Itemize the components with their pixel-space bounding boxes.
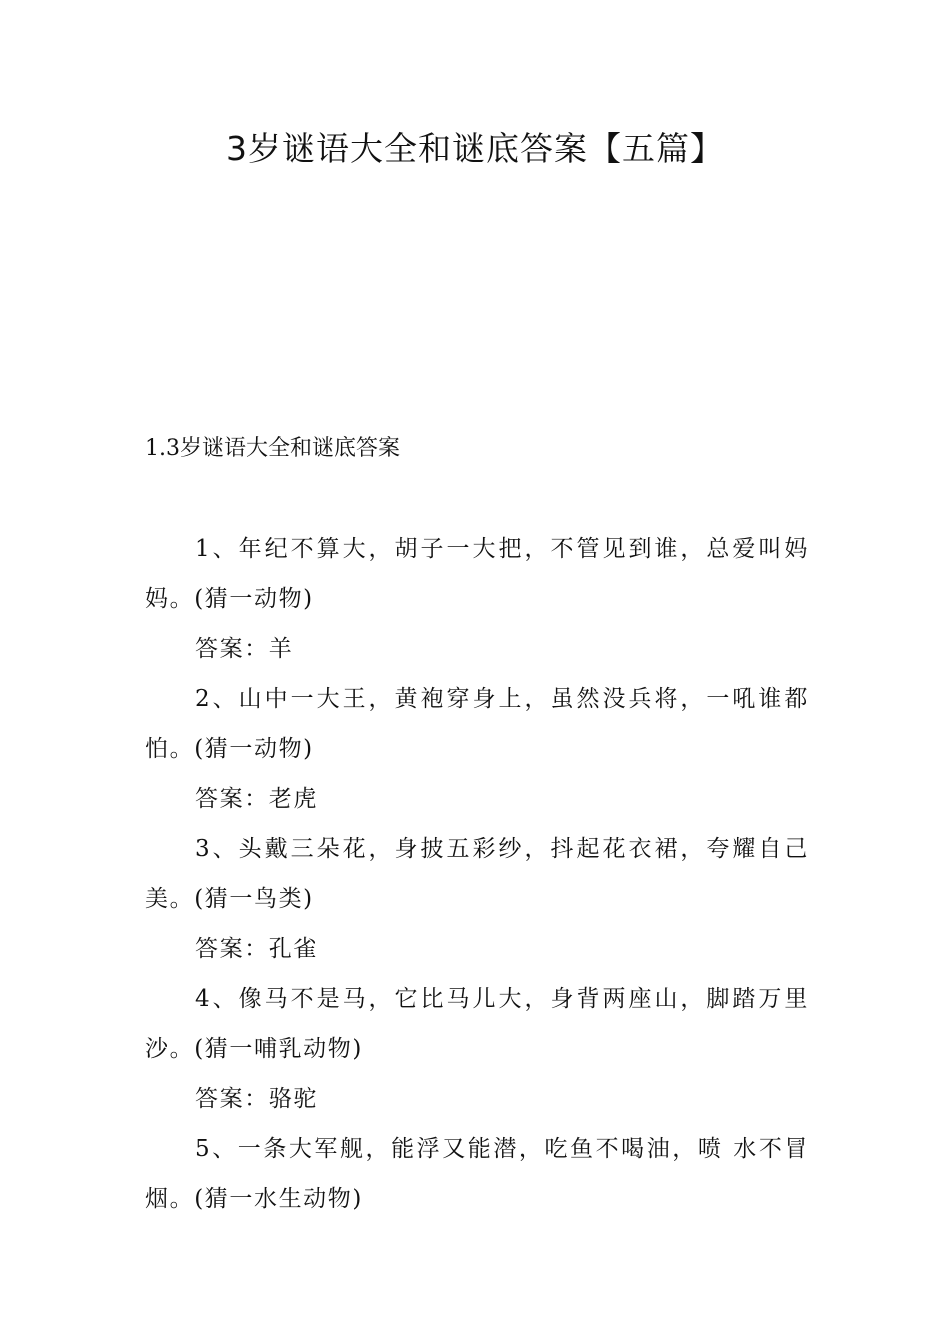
riddle-question: 1、年纪不算大，胡子一大把，不管见到谁，总爱叫妈妈。(猜一动物) [145,536,809,612]
riddle-question: 5、一条大军舰，能浮又能潜，吃鱼不喝油，喷 水不冒烟。(猜一水生动物) [145,1136,809,1212]
riddle-item [145,974,809,1124]
riddle-answer: 答案：羊 [195,636,294,662]
riddle-question: 4、像马不是马，它比马儿大，身背两座山，脚踏万里沙。(猜一哺乳动物) [145,986,809,1062]
riddle-item [145,824,809,974]
riddle-question: 3、头戴三朵花，身披五彩纱，抖起花衣裙，夸耀自己美。(猜一鸟类) [145,836,809,912]
riddle-item [145,1124,809,1224]
section-heading: 1.3岁谜语大全和谜底答案 [145,436,400,461]
riddle-answer: 答案：孔雀 [195,936,318,962]
riddle-list [145,524,809,1224]
riddle-item [145,674,809,824]
riddle-item [145,524,809,674]
riddle-answer: 答案：骆驼 [195,1086,318,1112]
document-title: 3岁谜语大全和谜底答案【五篇】 [226,129,724,168]
riddle-answer: 答案：老虎 [195,786,318,812]
riddle-question: 2、山中一大王，黄袍穿身上，虽然没兵将，一吼谁都怕。(猜一动物) [145,686,809,762]
